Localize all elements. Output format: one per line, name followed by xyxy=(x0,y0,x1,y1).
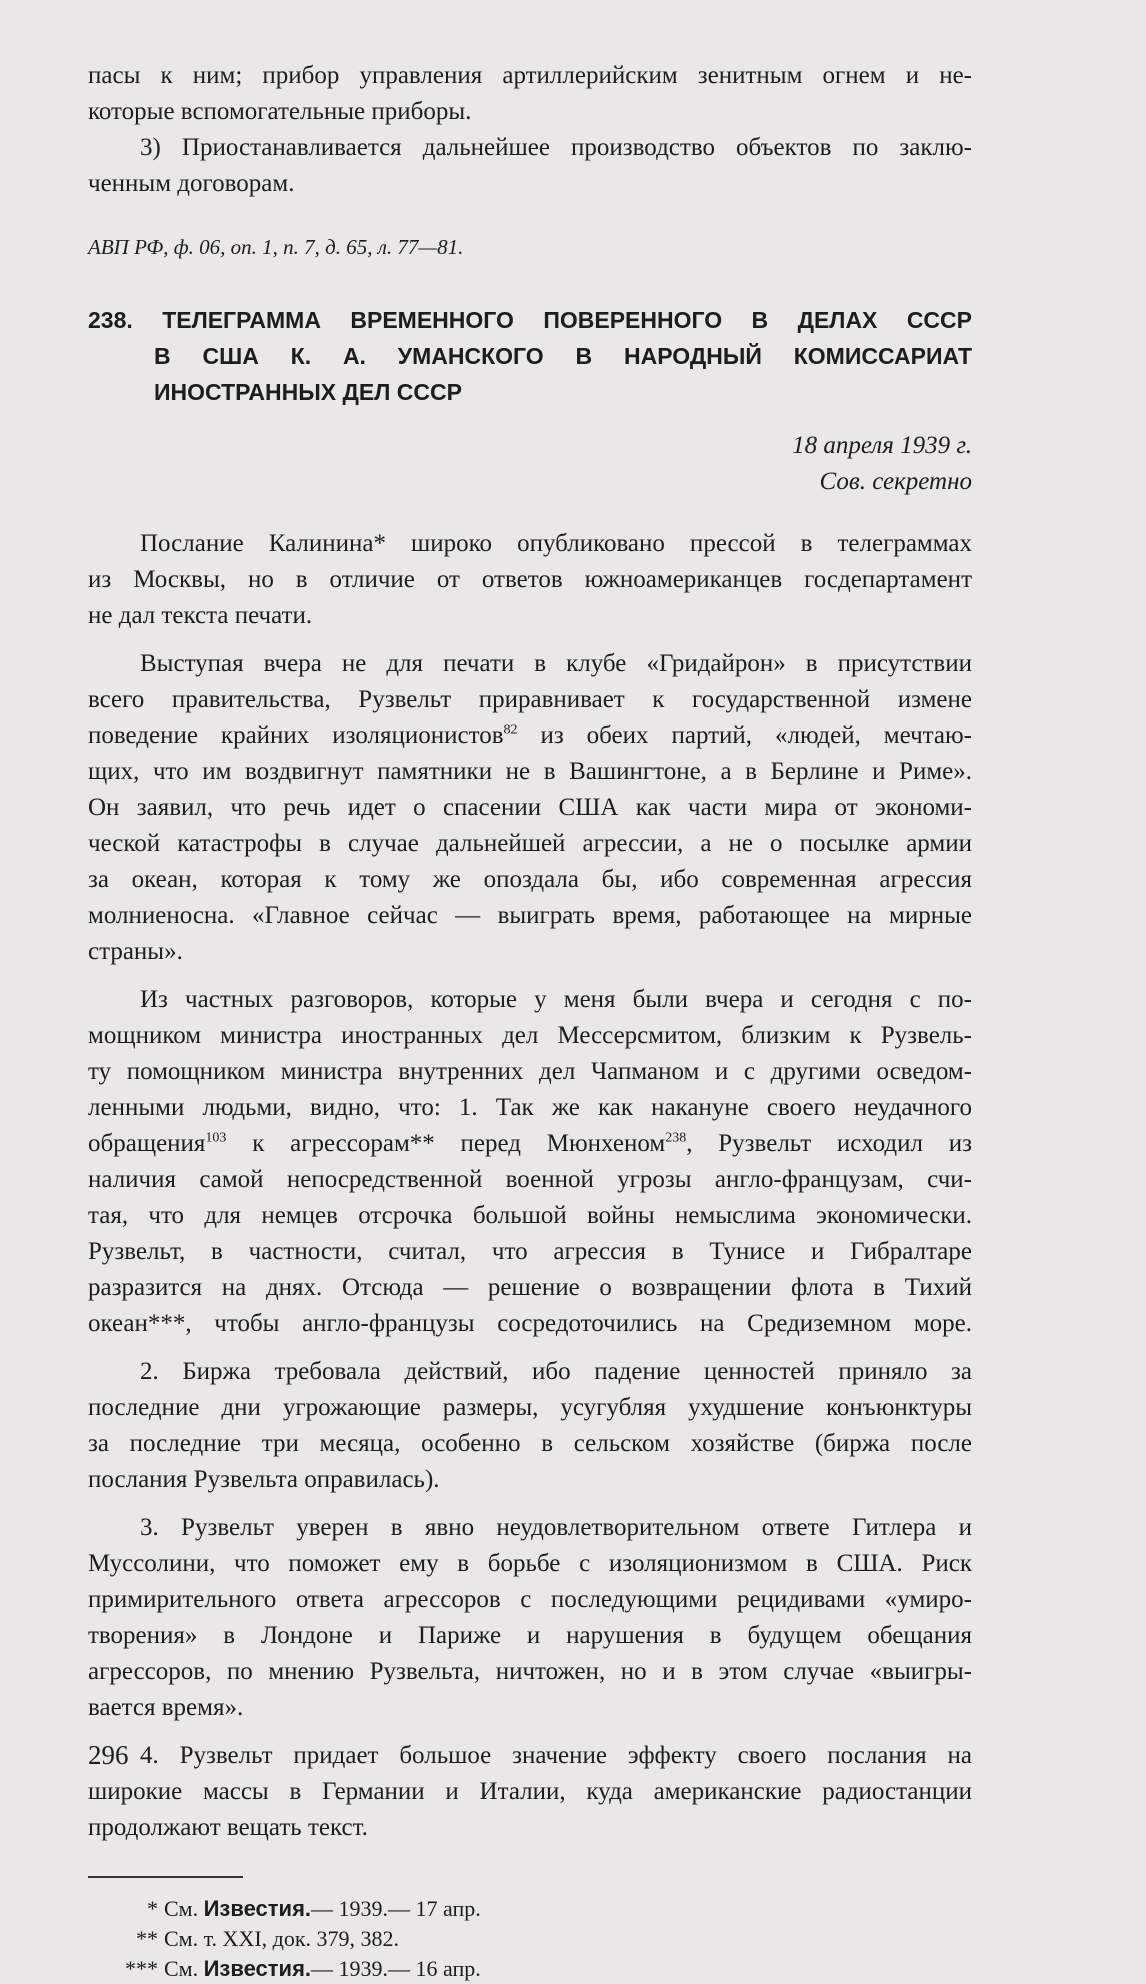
date-block xyxy=(88,428,972,500)
footnote-mark: * xyxy=(147,1896,158,1921)
footnote-mark: *** xyxy=(125,1956,158,1981)
text-line xyxy=(88,1234,972,1270)
line-text: Послание Калинина* широко опубликовано прессой в телеграммах xyxy=(140,530,972,557)
line-text: 3. Рузвельт уверен в явно неудовлетворительном ответе Гитлера и xyxy=(140,1514,972,1541)
text-line xyxy=(88,94,972,130)
line-text: за последние три месяца, особенно в сельском хозяйстве (биржа после xyxy=(88,1430,972,1457)
text-line xyxy=(88,1390,972,1426)
text-line xyxy=(88,1738,972,1774)
line-text: Он заявил, что речь идет о спасении США как части мира от экономи- xyxy=(88,794,972,821)
line-text: тая, что для немцев отсрочка большой войны немыслима экономически. xyxy=(88,1202,972,1229)
text-line xyxy=(88,1306,972,1342)
text-line xyxy=(88,166,972,202)
line-text: всего правительства, Рузвельт приравнивает к государственной измене xyxy=(88,686,972,713)
footnote-divider xyxy=(88,1876,243,1878)
text-line xyxy=(88,1810,972,1846)
text-line xyxy=(88,1510,972,1546)
text-line xyxy=(88,58,972,94)
line-text: которые вспомогательные приборы. xyxy=(88,98,472,125)
paragraph xyxy=(88,1738,972,1846)
document-page xyxy=(88,58,972,1984)
line-text: океан***, чтобы англо-французы сосредоточились на Средиземном море. xyxy=(88,1310,972,1337)
text-line xyxy=(88,562,972,598)
footnote-source: Известия. xyxy=(203,1896,312,1921)
heading-line: В США К. А. УМАНСКОГО В НАРОДНЫЙ КОМИССАРИАТ xyxy=(154,343,972,369)
line-text: агрессоров, по мнению Рузвельта, ничтожен, но и в этом случае «выигры- xyxy=(88,1658,972,1685)
footnote-text: См. xyxy=(164,1896,204,1921)
text-line xyxy=(88,790,972,826)
line-text: щих, что им воздвигнут памятники не в Вашингтоне, а в Берлине и Риме». xyxy=(88,758,972,785)
paragraph xyxy=(88,1510,972,1726)
line-text: Муссолини, что поможет ему в борьбе с изоляционизмом в США. Риск xyxy=(88,1550,972,1577)
reference-number: 82 xyxy=(503,722,518,738)
line-text: творения» в Лондоне и Париже и нарушения в будущем обещания xyxy=(88,1622,972,1649)
footnote xyxy=(88,1924,972,1954)
line-text: 4. Рузвельт придает большое значение эффекту своего послания на xyxy=(140,1742,972,1769)
telegram-body xyxy=(88,526,972,1846)
footnote-text: См. xyxy=(164,1956,204,1981)
line-text: ческой катастрофы в случае дальнейшей агрессии, а не о посылке армии xyxy=(88,830,972,857)
line-text: к агрессорам** перед Мюнхеном xyxy=(226,1130,666,1157)
line-text: Из частных разговоров, которые у меня были вчера и сегодня с по- xyxy=(140,986,972,1013)
footnotes xyxy=(88,1894,972,1984)
paragraph xyxy=(88,646,972,970)
intro-text xyxy=(88,58,972,202)
line-text: молниеносна. «Главное сейчас — выиграть время, работающее на мирные xyxy=(88,902,972,929)
text-line xyxy=(88,1774,972,1810)
text-line xyxy=(88,1462,972,1498)
heading-line: 238. ТЕЛЕГРАММА ВРЕМЕННОГО ПОВЕРЕННОГО В ДЕЛАХ СССР xyxy=(88,307,972,333)
line-text: Рузвельт, в частности, считал, что агрессия в Тунисе и Гибралтаре xyxy=(88,1238,972,1265)
text-line xyxy=(88,1426,972,1462)
text-line xyxy=(88,862,972,898)
text-line xyxy=(88,1618,972,1654)
text-line xyxy=(88,1582,972,1618)
line-text: примирительного ответа агрессоров с последующими рецидивами «умиро- xyxy=(88,1586,972,1613)
line-text: последние дни угрожающие размеры, усугубляя ухудшение конъюнктуры xyxy=(88,1394,972,1421)
paragraph xyxy=(88,526,972,634)
heading-line: ИНОСТРАННЫХ ДЕЛ СССР xyxy=(154,379,462,405)
text-line xyxy=(88,646,972,682)
line-text: 3) Приостанавливается дальнейшее производство объектов по заклю- xyxy=(140,134,972,161)
text-line xyxy=(88,1090,972,1126)
line-text: послания Рузвельта оправилась). xyxy=(88,1466,440,1493)
text-line xyxy=(88,934,972,970)
text-line xyxy=(88,1126,972,1162)
text-line xyxy=(88,526,972,562)
text-line xyxy=(88,982,972,1018)
text-line xyxy=(88,1018,972,1054)
footnote-date: — 1939.— 17 апр. xyxy=(311,1896,481,1921)
line-text: за океан, которая к тому же опоздала бы, ибо современная агрессия xyxy=(88,866,972,893)
line-text: широкие массы в Германии и Италии, куда американские радиостанции xyxy=(88,1778,972,1805)
text-line xyxy=(88,682,972,718)
line-text: пасы к ним; прибор управления артиллерийским зенитным огнем и не- xyxy=(88,62,972,89)
line-text: обращения xyxy=(88,1130,206,1157)
reference-number: 103 xyxy=(205,1130,227,1146)
line-text: ту помощником министра внутренних дел Чапманом и с другими осведом- xyxy=(88,1058,972,1085)
line-text: поведение крайних изоляционистов xyxy=(88,722,504,749)
line-text: наличия самой непосредственной военной угрозы англо-французам, счи- xyxy=(88,1166,972,1193)
text-line xyxy=(88,1270,972,1306)
footnote-source: Известия. xyxy=(203,1956,312,1981)
line-text: из Москвы, но в отличие от ответов южноамериканцев госдепартамент xyxy=(88,566,972,593)
text-line xyxy=(88,130,972,166)
line-text: из обеих партий, «людей, мечтаю- xyxy=(517,722,972,749)
paragraph xyxy=(88,1354,972,1498)
line-text: ченным договорам. xyxy=(88,170,295,197)
text-line xyxy=(88,1546,972,1582)
text-line xyxy=(88,754,972,790)
line-text: продолжают вещать текст. xyxy=(88,1814,368,1841)
text-line xyxy=(88,826,972,862)
line-text: не дал текста печати. xyxy=(88,602,313,629)
footnote xyxy=(88,1954,972,1984)
text-line xyxy=(88,1162,972,1198)
line-text: страны». xyxy=(88,938,183,965)
classification-label: Сов. секретно xyxy=(819,468,972,495)
line-text: разразится на днях. Отсюда — решение о возвращении флота в Тихий xyxy=(88,1274,972,1301)
line-text: Выступая вчера не для печати в клубе «Гридайрон» в присутствии xyxy=(140,650,972,677)
footnote-mark: ** xyxy=(136,1926,158,1951)
line-text: вается время». xyxy=(88,1694,244,1721)
text-line xyxy=(88,1690,972,1726)
footnote-date: — 1939.— 16 апр. xyxy=(311,1956,481,1981)
line-text: мощником министра иностранных дел Мессерсмитом, близким к Рузвель- xyxy=(88,1022,972,1049)
document-heading xyxy=(88,302,972,410)
text-line xyxy=(88,898,972,934)
text-line xyxy=(88,598,972,634)
page-number: 296 xyxy=(88,1740,129,1770)
line-text: 2. Биржа требовала действий, ибо падение ценностей приняло за xyxy=(140,1358,972,1385)
text-line xyxy=(88,1054,972,1090)
text-line xyxy=(88,1354,972,1390)
text-line xyxy=(88,1654,972,1690)
footnote xyxy=(88,1894,972,1924)
line-text: ленными людьми, видно, что: 1. Так же как накануне своего неудачного xyxy=(88,1094,972,1121)
text-line xyxy=(88,718,972,754)
reference-number: 238 xyxy=(665,1130,687,1146)
paragraph xyxy=(88,982,972,1342)
line-text: , Рузвельт исходил из xyxy=(686,1130,972,1157)
document-date: 18 апреля 1939 г. xyxy=(792,432,972,459)
footnote-text: См. т. XXI, док. 379, 382. xyxy=(164,1926,400,1951)
archive-source: АВП РФ, ф. 06, оп. 1, п. 7, д. 65, л. 77—81. xyxy=(88,235,464,259)
text-line xyxy=(88,1198,972,1234)
